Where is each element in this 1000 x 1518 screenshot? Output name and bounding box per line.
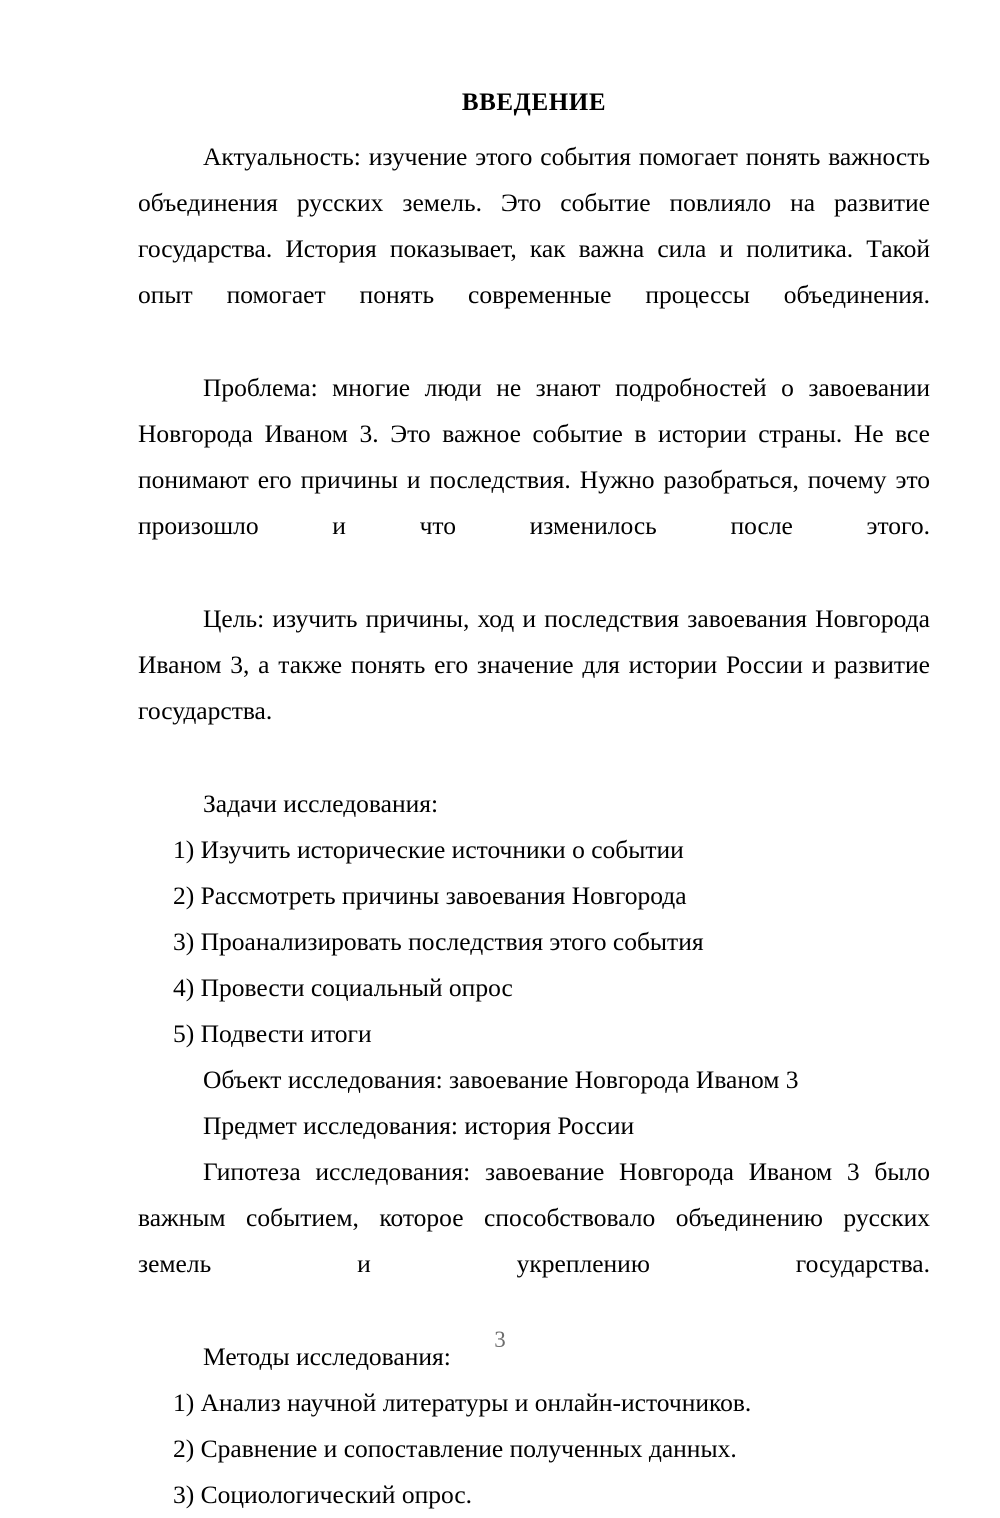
page-title: ВВЕДЕНИЕ <box>461 89 607 116</box>
paragraph-hypothesis: Гипотеза исследования: завоевание Новгорода Иваном 3 было важным событием, которое способствовало объединению русских земель и укреплению государства. <box>138 1157 930 1278</box>
page-number: 3 <box>494 1327 506 1352</box>
document-body <box>138 88 930 1518</box>
list-item: 3) Проанализировать последствия этого события <box>173 927 704 956</box>
list-item: 2) Рассмотреть причины завоевания Новгорода <box>173 881 687 910</box>
methods-list <box>138 1380 930 1518</box>
list-item: 3) Социологический опрос. <box>173 1480 473 1509</box>
paragraph-object: Объект исследования: завоевание Новгорода Иваном 3 <box>203 1065 799 1094</box>
paragraph-goal: Цель: изучить причины, ход и последствия завоевания Новгорода Иваном 3, а также понять его значение для истории России и развитие государства. <box>138 604 930 725</box>
list-item: 4) Провести социальный опрос <box>173 973 513 1002</box>
paragraph-subject: Предмет исследования: история России <box>203 1111 635 1140</box>
paragraph-problem: Проблема: многие люди не знают подробностей о завоевании Новгорода Иваном 3. Это важное событие в истории страны. Не все понимают его причины и последствия. Нужно разобраться, почему это произошло и что изменилось после этого. <box>138 373 930 540</box>
list-item: 1) Анализ научной литературы и онлайн-источников. <box>173 1388 752 1417</box>
heading-methods: Методы исследования: <box>203 1342 451 1371</box>
heading-tasks: Задачи исследования: <box>203 789 439 818</box>
paragraph-relevance: Актуальность: изучение этого события помогает понять важность объединения русских земель. Это событие повлияло на развитие государства. История показывает, как важна сила и политика. Такой опыт помогает понять современные процессы объединения. <box>138 142 930 309</box>
tasks-list <box>138 827 930 1057</box>
list-item: 5) Подвести итоги <box>173 1019 372 1048</box>
list-item: 2) Сравнение и сопоставление полученных данных. <box>173 1434 737 1463</box>
list-item: 1) Изучить исторические источники о событии <box>173 835 684 864</box>
